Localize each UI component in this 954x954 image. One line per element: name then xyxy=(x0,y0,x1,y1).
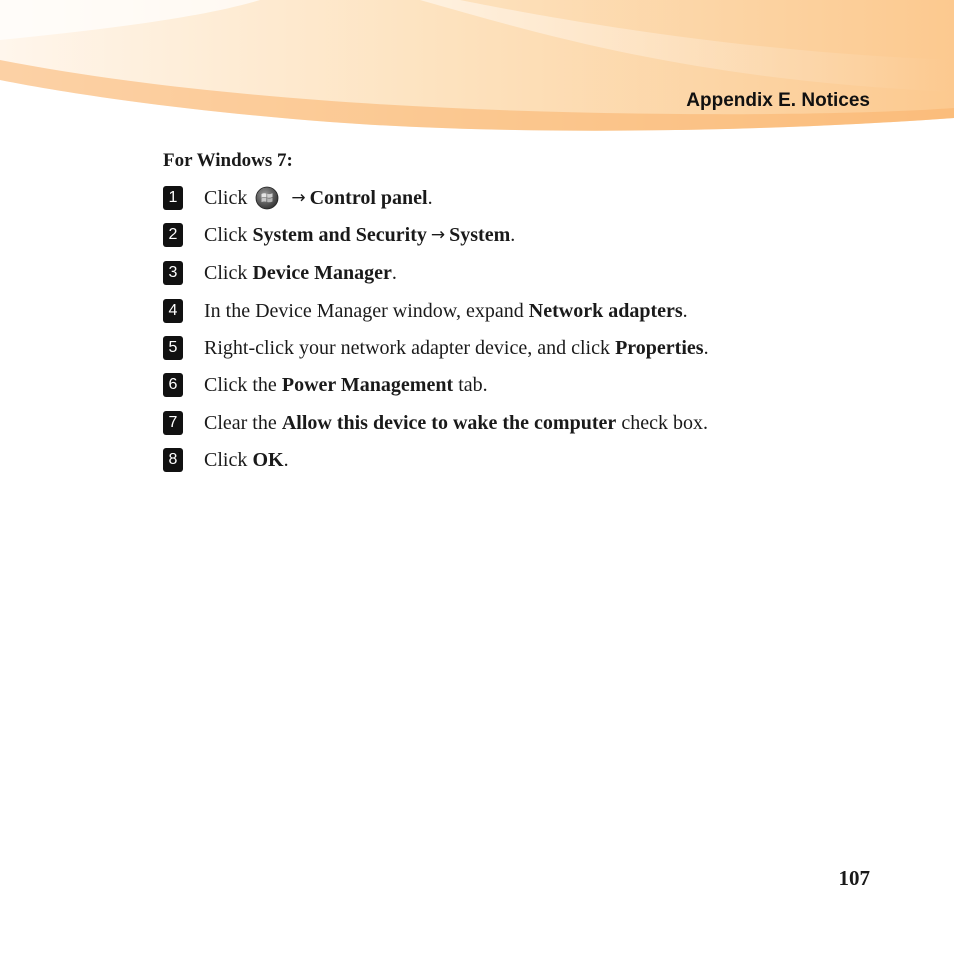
step-text: In the Device Manager window, expand xyxy=(204,299,524,322)
header-decoration xyxy=(0,0,954,140)
step-number: 1 xyxy=(163,186,183,210)
step-text: Clear the xyxy=(204,411,277,434)
allow-wake-label: Allow this device to wake the computer xyxy=(281,411,617,434)
step-punct: . xyxy=(391,261,397,284)
step-number: 7 xyxy=(163,411,183,435)
step-number: 6 xyxy=(163,373,183,397)
device-manager-label: Device Manager xyxy=(252,261,392,284)
step-text-suffix: check box. xyxy=(621,411,708,434)
step-punct: . xyxy=(283,448,289,471)
header-title: Appendix E. Notices xyxy=(686,90,870,111)
list-item xyxy=(163,373,488,397)
step-number: 8 xyxy=(163,448,183,472)
list-item xyxy=(163,186,433,210)
step-text: Click the xyxy=(204,373,277,396)
step-text: Click xyxy=(204,261,248,284)
step-number: 4 xyxy=(163,299,183,323)
network-adapters-label: Network adapters xyxy=(528,299,683,322)
list-item xyxy=(163,261,397,285)
step-text: Click xyxy=(204,186,248,209)
step-punct: . xyxy=(682,299,688,322)
step-punct: . xyxy=(703,336,709,359)
control-panel-label: Control panel xyxy=(309,186,428,209)
step-text-suffix: tab. xyxy=(458,373,488,396)
list-item xyxy=(163,448,289,472)
properties-label: Properties xyxy=(615,336,704,359)
step-number: 3 xyxy=(163,261,183,285)
step-number: 2 xyxy=(163,223,183,247)
step-text: Click xyxy=(204,223,248,246)
step-number: 5 xyxy=(163,336,183,360)
step-punct: . xyxy=(510,223,516,246)
list-item xyxy=(163,336,709,360)
right-arrow-icon: → xyxy=(430,225,446,245)
page-number: 107 xyxy=(838,866,870,890)
right-arrow-icon: → xyxy=(291,188,306,208)
list-item xyxy=(163,411,708,435)
ok-label: OK xyxy=(252,448,284,471)
step-punct: . xyxy=(427,186,433,209)
system-label: System xyxy=(449,223,511,246)
list-item xyxy=(163,299,688,323)
system-and-security-label: System and Security xyxy=(252,223,427,246)
list-item xyxy=(163,223,515,247)
power-management-label: Power Management xyxy=(281,373,454,396)
step-text: Right-click your network adapter device, and click xyxy=(204,336,610,359)
section-heading: For Windows 7: xyxy=(163,150,293,171)
step-text: Click xyxy=(204,448,248,471)
windows-start-orb-icon xyxy=(255,186,279,210)
